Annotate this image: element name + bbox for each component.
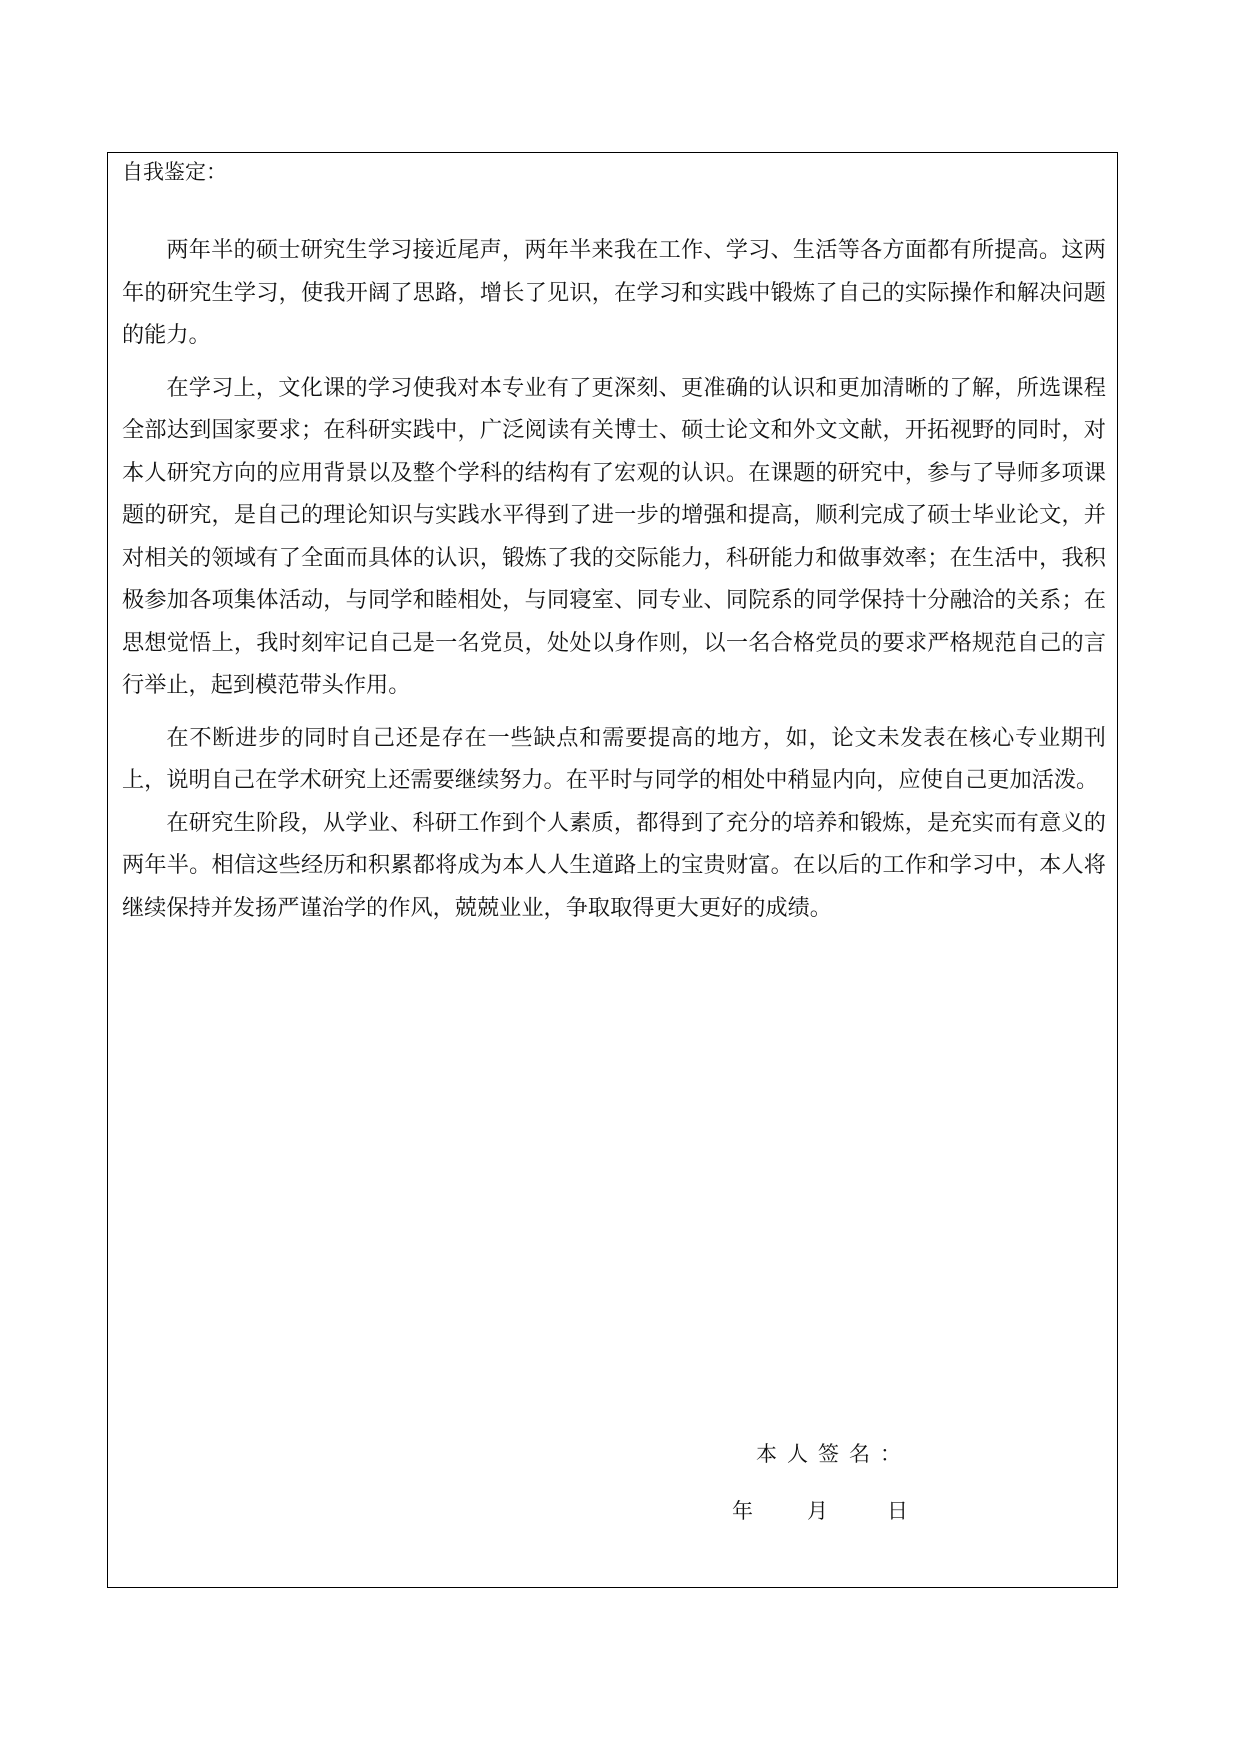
- paragraph: 在不断进步的同时自己还是存在一些缺点和需要提高的地方，如，论文未发表在核心专业期刊上，说明自己在学术研究上还需要继续努力。在平时与同学的相处中稍显内向，应使自己更加活泼。: [122, 724, 1106, 793]
- paragraph: 在研究生阶段，从学业、科研工作到个人素质，都得到了充分的培养和锻炼，是充实而有意义的两年半。相信这些经历和积累都将成为本人人生道路上的宝贵财富。在以后的工作和学习中，本人将继续保持并发扬严谨治学的作风，兢兢业业，争取取得更大更好的成绩。: [122, 809, 1106, 921]
- paragraph: 在学习上，文化课的学习使我对本专业有了更深刻、更准确的认识和更加清晰的了解，所选课程全部达到国家要求；在科研实践中，广泛阅读有关博士、硕士论文和外文文献，开拓视野的同时，对本人研究方向的应用背景以及整个学科的结构有了宏观的认识。在课题的研究中，参与了导师多项课题的研究，是自己的理论知识与实践水平得到了进一步的增强和提高，顺利完成了硕士毕业论文，并对相关的领域有了全面而具体的认识，锻炼了我的交际能力，科研能力和做事效率；在生活中，我积极参加各项集体活动，与同学和睦相处，与同寝室、同专业、同院系的同学保持十分融洽的关系；在思想觉悟上，我时刻牢记自己是一名党员，处处以身作则，以一名合格党员的要求严格规范自己的言行举止，起到模范带头作用。: [122, 374, 1106, 698]
- paragraph: 两年半的硕士研究生学习接近尾声，两年半来我在工作、学习、生活等各方面都有所提高。这两年的研究生学习，使我开阔了思路，增长了见识，在学习和实践中锻炼了自己的实际操作和解决问题的能力。: [122, 237, 1106, 348]
- assessment-body: [122, 229, 1106, 929]
- signature-label: 本人签名：: [756, 1442, 911, 1466]
- self-assessment-box: [107, 152, 1118, 1588]
- date-day: 日: [887, 1499, 908, 1523]
- date-month: 月: [807, 1499, 828, 1523]
- section-heading: 自我鉴定：: [122, 160, 227, 184]
- date-year: 年: [732, 1499, 753, 1523]
